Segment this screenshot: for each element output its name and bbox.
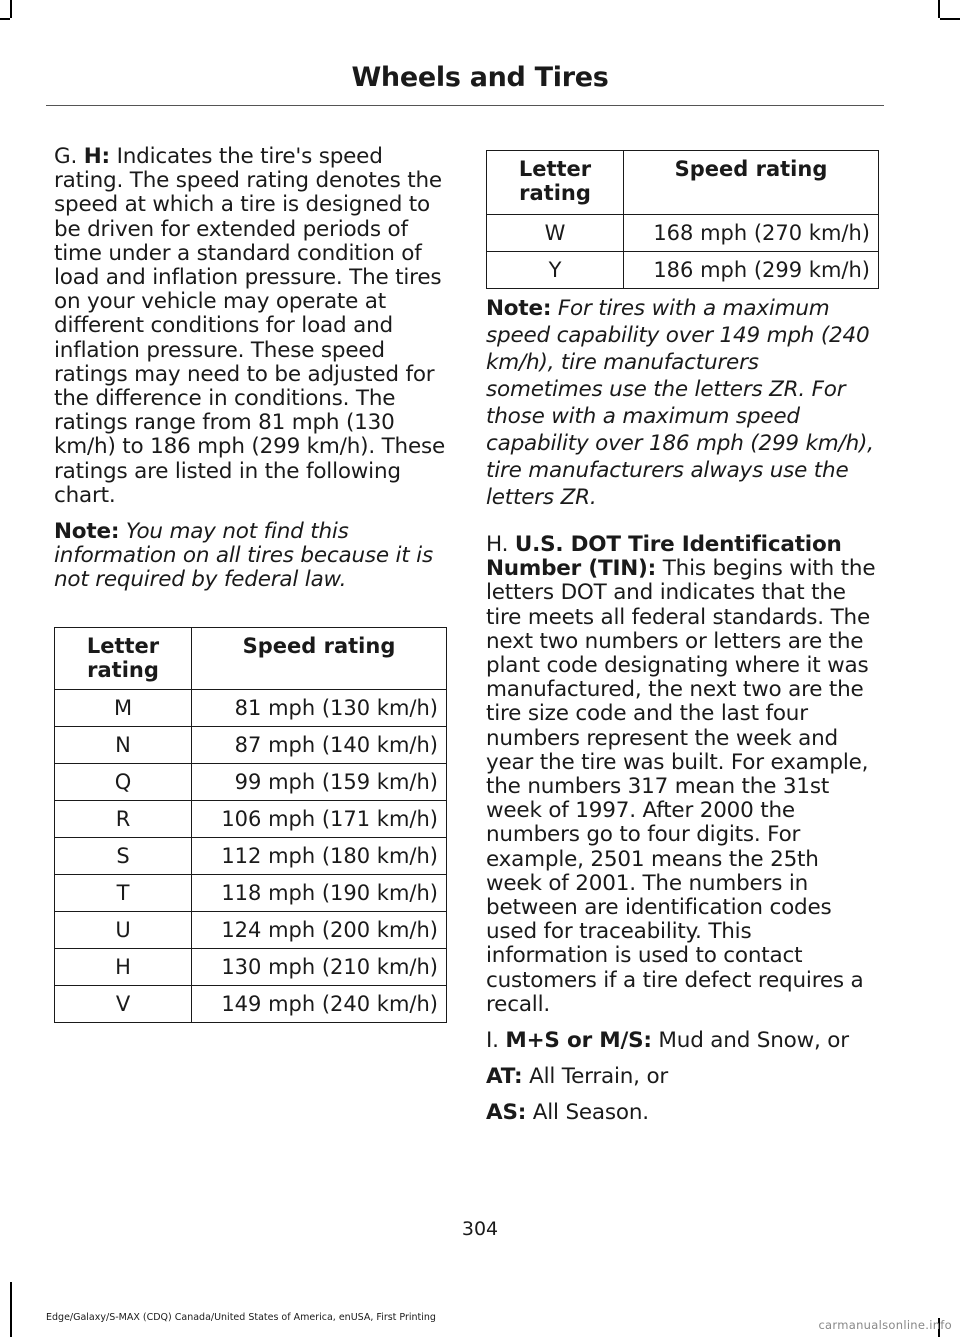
letter-cell: N	[55, 726, 192, 763]
speed-rating-table-continued	[486, 150, 879, 289]
letter-cell: R	[55, 800, 192, 837]
table-row	[487, 252, 879, 289]
note-label: Note:	[486, 296, 552, 321]
column-header-speed-rating: Speed rating	[624, 151, 879, 215]
letter-cell: Y	[487, 252, 624, 289]
letter-cell: U	[55, 911, 192, 948]
crop-mark	[940, 18, 960, 20]
speed-cell: 186 mph (299 km/h)	[624, 252, 879, 289]
edition-line: Edge/Galaxy/S-MAX (CDQ) Canada/United States of America, enUSA, First Printing	[46, 1312, 436, 1323]
table-row	[55, 726, 447, 763]
speed-cell: 168 mph (270 km/h)	[624, 215, 879, 252]
paragraph-prefix: I.	[486, 1028, 506, 1054]
crop-mark	[0, 18, 10, 20]
paragraph-key: H:	[83, 144, 110, 169]
page-title: Wheels and Tires	[351, 62, 609, 93]
note-zr	[486, 295, 878, 511]
header-divider	[46, 105, 884, 106]
column-header-letter-rating: Letter rating	[487, 151, 624, 215]
paragraph-key: AS:	[486, 1100, 527, 1126]
left-column	[54, 145, 446, 1023]
paragraph-key: AT:	[486, 1064, 523, 1090]
table-row	[55, 837, 447, 874]
column-header-letter-rating: Letter rating	[55, 627, 192, 689]
paragraph-text: All Terrain, or	[522, 1064, 669, 1090]
paragraph-prefix: G.	[54, 144, 84, 169]
letter-cell: V	[55, 985, 192, 1022]
speed-cell: 112 mph (180 km/h)	[192, 837, 447, 874]
crop-mark	[938, 0, 940, 18]
speed-cell: 130 mph (210 km/h)	[192, 948, 447, 985]
table-header-row	[487, 151, 879, 215]
speed-cell: 99 mph (159 km/h)	[192, 763, 447, 800]
table-row	[55, 911, 447, 948]
crop-mark	[10, 1282, 12, 1337]
letter-cell: Q	[55, 763, 192, 800]
paragraph-text: Mud and Snow, or	[651, 1028, 849, 1054]
note-label: Note:	[54, 519, 120, 545]
letter-cell: W	[487, 215, 624, 252]
paragraph-text: This begins with the letters DOT and indicates that the tire meets all federal standards. The next two numbers or letters are the plant code designating where it was manufactured, the next two are the tire size code and the last four numbers represent the week and year the tire was built. For example, the numbers 317 mean the 31st week of 1997. After 2000 the numbers go to four digits. For example, 2501 means the 25th week of 2001. The numbers in between are identification codes used for traceability. This information is used to contact customers if a tire defect requires a recall.	[486, 556, 876, 1017]
paragraph-g	[54, 145, 446, 508]
paragraph-at	[486, 1065, 878, 1089]
note-federal	[54, 520, 446, 593]
paragraph-key: M+S or M/S:	[505, 1028, 652, 1054]
letter-cell: S	[55, 837, 192, 874]
paragraph-i	[486, 1029, 878, 1053]
right-column	[486, 150, 878, 1126]
watermark: carmanualsonline.info	[818, 1318, 952, 1332]
paragraph-h	[486, 533, 878, 1017]
speed-rating-table	[54, 627, 447, 1023]
table-header-row	[55, 627, 447, 689]
table-row	[55, 763, 447, 800]
speed-cell: 106 mph (171 km/h)	[192, 800, 447, 837]
speed-cell: 124 mph (200 km/h)	[192, 911, 447, 948]
paragraph-text: Indicates the tire's speed rating. The speed rating denotes the speed at which a tire is designed to be driven for extended periods of time under a standard condition of load and inflation pressure. The tires on your vehicle may operate at different conditions for load and inflation pressure. These speed ratings may need to be adjusted for the difference in conditions. The ratings range from 81 mph (130 km/h) to 186 mph (299 km/h). These ratings are listed in the following chart.	[54, 144, 446, 508]
note-text: You may not find this information on all tires because it is not required by federal law.	[54, 519, 433, 593]
page-number: 304	[461, 1218, 499, 1240]
table-row	[55, 948, 447, 985]
note-text: For tires with a maximum speed capability over 149 mph (240 km/h), tire manufacturers sometimes use the letters ZR. For those with a maximum speed capability over 186 mph (299 km/h), tire manufacturers always use the letters ZR.	[486, 296, 874, 510]
column-header-speed-rating: Speed rating	[192, 627, 447, 689]
paragraph-text: All Season.	[526, 1100, 649, 1126]
letter-cell: T	[55, 874, 192, 911]
speed-cell: 87 mph (140 km/h)	[192, 726, 447, 763]
speed-cell: 118 mph (190 km/h)	[192, 874, 447, 911]
speed-cell: 81 mph (130 km/h)	[192, 689, 447, 726]
table-row	[55, 985, 447, 1022]
crop-mark	[10, 0, 12, 18]
letter-cell: H	[55, 948, 192, 985]
table-row	[55, 689, 447, 726]
table-row	[487, 215, 879, 252]
speed-cell: 149 mph (240 km/h)	[192, 985, 447, 1022]
table-row	[55, 800, 447, 837]
paragraph-prefix: H.	[486, 532, 515, 557]
paragraph-key: U.S. DOT Tire Identification Number (TIN):	[486, 532, 842, 582]
table-row	[55, 874, 447, 911]
paragraph-as	[486, 1101, 878, 1125]
letter-cell: M	[55, 689, 192, 726]
